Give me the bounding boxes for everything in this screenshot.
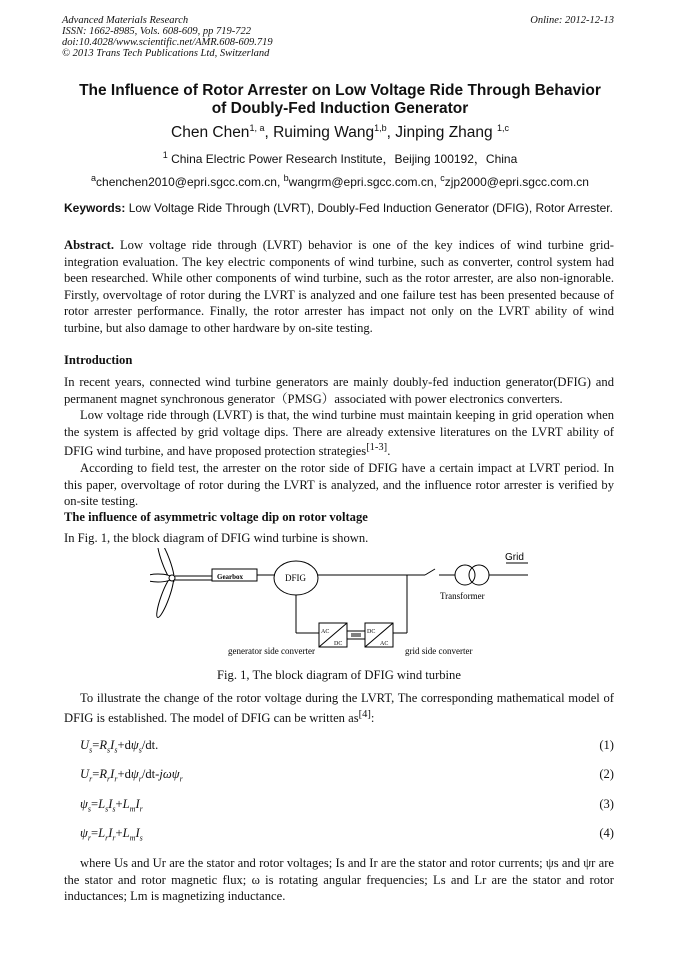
- equation-4: $\psi_r=L_rI_r+L_mI_s$: [80, 826, 143, 843]
- model-text-body: To illustrate the change of the rotor voltage during the LVRT, The corresponding mathematical model of DFIG is established. The model of DFIG can be written as: [64, 691, 614, 725]
- section2-p1: In Fig. 1, the block diagram of DFIG wind turbine is shown.: [64, 531, 369, 545]
- intro-p2: [64, 407, 614, 460]
- abstract-label: Abstract.: [64, 238, 115, 252]
- model-text-end: :: [370, 710, 375, 725]
- keywords-label: Keywords:: [64, 201, 126, 215]
- intro-heading: Introduction: [64, 353, 133, 367]
- journal-name: Advanced Materials Research: [62, 15, 189, 26]
- paper-title: [40, 82, 640, 118]
- author-3-sup: 1,c: [496, 123, 509, 133]
- dfig-label: DFIG: [285, 573, 307, 583]
- email-1[interactable]: chenchen2010@epri.sgcc.com.cn,: [96, 175, 284, 189]
- converter2-dc-label: DC: [367, 629, 376, 635]
- email-sup-2: b: [283, 173, 289, 183]
- equation-2-number: (2): [599, 767, 614, 781]
- online-date: Online: 2012-12-13: [530, 15, 614, 26]
- grid-side-converter-label: grid side converter: [405, 646, 473, 656]
- intro-p3: According to field test, the arrester on the rotor side of DFIG have a certain impact at LVRT period. In this paper, overvoltage of rotor during the LVRT is analyzed, and the influence rotor arrester is verified by on-site testing.: [64, 461, 614, 509]
- converter2-ac-label: AC: [380, 641, 389, 647]
- equation-3-number: (3): [599, 797, 614, 811]
- model-text: [64, 690, 614, 726]
- issn-line: ISSN: 1662-8985, Vols. 608-609, pp 719-722: [62, 26, 251, 37]
- grid-label: Grid: [505, 552, 524, 563]
- keywords: [64, 200, 614, 216]
- figure-caption: Fig. 1, The block diagram of DFIG wind turbine: [217, 668, 461, 682]
- wind-turbine-icon: [150, 548, 177, 619]
- author-emails: [30, 173, 650, 189]
- author-1-sup: 1, a: [249, 123, 265, 133]
- email-sup-3: c: [440, 173, 445, 183]
- email-2[interactable]: wangrm@epri.sgcc.com.cn,: [288, 175, 441, 189]
- equation-3: $\psi_s=L_sI_s+L_mI_r$: [80, 797, 143, 814]
- equation-4-number: (4): [599, 826, 614, 840]
- converter1-ac-label: AC: [321, 629, 330, 635]
- equation-1: $U_s=R_sI_s+d\psi_s/dt$.: [80, 738, 159, 755]
- title-line-1: The Influence of Rotor Arrester on Low Voltage Ride Through Behavior: [79, 82, 601, 99]
- affiliation-text: China Electric Power Research Institute，Beijing 100192，China: [167, 152, 518, 166]
- abstract-text: Low voltage ride through (LVRT) behavior is one of the key indices of wind turbine grid-integration evaluation. The key electric components of wind turbine, such as converter, control system had been researched. While other components of wind turbine, such as the rotor arrester, are also non-ignorable. Firstly, overvoltage of rotor during the LVRT is analyzed and one failure test has been presented because of rotor arrester performance. Finally, the rotor arrester has impact not only on the LVRT ability of wind turbine, but also damage to other hardware by on-site testing.: [64, 238, 614, 335]
- doi-line: doi:10.4028/www.scientific.net/AMR.608-609.719: [62, 37, 273, 48]
- section2-heading: The influence of asymmetric voltage dip on rotor voltage: [64, 510, 368, 524]
- affiliation-sup: 1: [162, 150, 168, 160]
- author-3: , Jinping Zhang: [386, 124, 497, 142]
- abstract: [64, 237, 614, 337]
- intro-p2-end: .: [387, 444, 391, 459]
- copyright-line: © 2013 Trans Tech Publications Ltd, Switzerland: [62, 48, 270, 59]
- model-text-ref[interactable]: [4]: [358, 708, 371, 720]
- equation-2: $U_r=R_rI_r+d\psi_r/dt-j\omega\psi_r$: [80, 767, 183, 784]
- where-text: where Us and Ur are the stator and rotor voltages; Is and Ir are the stator and rotor currents; ψs and ψr are the stator and rotor magnetic flux; ω is rotating angular frequencies; Ls and Lr are the stator and rotor inductances; Lm is magnetizing inductance.: [64, 856, 614, 904]
- keywords-text: Low Voltage Ride Through (LVRT), Doubly-Fed Induction Generator (DFIG), Rotor Arrester.: [125, 201, 613, 215]
- transformer-coil-2: [469, 565, 489, 585]
- intro-body: [64, 374, 614, 510]
- generator-side-converter-label: generator side converter: [228, 646, 315, 656]
- email-3[interactable]: zjp2000@epri.sgcc.com.cn: [444, 175, 589, 189]
- gearbox-label: Gearbox: [217, 573, 244, 581]
- journal-header: [62, 15, 273, 59]
- intro-p2-ref[interactable]: [1-3]: [366, 442, 388, 454]
- intro-p1: In recent years, connected wind turbine generators are mainly doubly-fed induction generator(DFIG) and permanent magnet synchronous generator（PMSG）associated with power electronics converters.: [64, 375, 614, 406]
- equation-1-number: (1): [599, 738, 614, 752]
- author-2: , Ruiming Wang: [264, 124, 375, 142]
- title-line-2: of Doubly-Fed Induction Generator: [211, 100, 469, 117]
- affiliation: [40, 150, 640, 167]
- dfig-block-diagram: [150, 548, 530, 664]
- converter1-dc-label: DC: [334, 641, 343, 647]
- author-1: Chen Chen: [171, 124, 250, 142]
- intro-p2-text: Low voltage ride through (LVRT) is that, the wind turbine must maintain keeping in grid operation when the system is affected by grid voltage dips. There are already extensive literatures on the LVRT ability of DFIG wind turbine, and have proposed protection strategies: [64, 408, 614, 459]
- transformer-label: Transformer: [440, 591, 485, 601]
- author-2-sup: 1,b: [374, 123, 387, 133]
- email-sup-1: a: [91, 173, 97, 183]
- authors: [40, 123, 640, 142]
